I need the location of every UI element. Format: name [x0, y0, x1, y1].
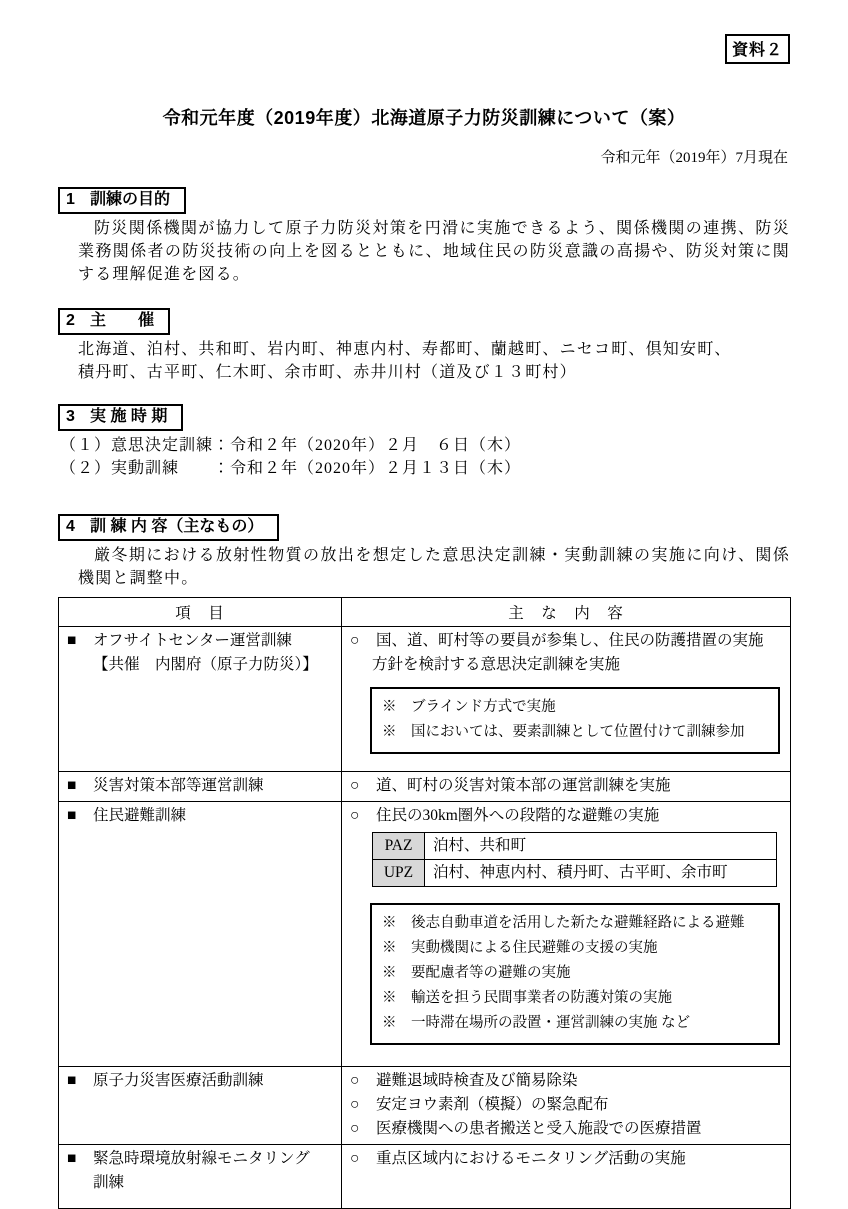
note-line: ※ 一時滞在場所の設置・運営訓練の実施 など	[382, 1015, 691, 1031]
section-number: 2	[66, 312, 75, 329]
note-line: ※ 国においては、要素訓練として位置付けて訓練参加	[382, 724, 745, 740]
table-row-offsite-center	[59, 627, 791, 772]
content-cell	[342, 1145, 791, 1209]
zone-towns: 泊村、神恵内村、積丹町、古平町、余市町	[425, 860, 777, 887]
content-cell	[342, 627, 791, 772]
circle-bullet-icon: ○	[350, 1072, 360, 1089]
section-purpose-heading	[58, 187, 186, 214]
table-header-item: 項 目	[59, 598, 342, 627]
item-cell	[59, 802, 342, 1067]
schedule-item-2: （２）実動訓練 ：令和２年（2020年）２月１３日（木）	[60, 460, 522, 477]
section-schedule	[58, 404, 790, 480]
zone-row-upz	[373, 860, 777, 887]
note-line: ※ ブラインド方式で実施	[382, 699, 556, 715]
page-title: 令和元年度（2019年度）北海道原子力防災訓練について（案）	[162, 108, 686, 128]
section-training-heading	[58, 514, 279, 541]
section-number: 3	[66, 408, 75, 425]
square-bullet-icon: ■	[67, 1072, 77, 1089]
item-cell	[59, 627, 342, 772]
note-line: ※ 要配慮者等の避難の実施	[382, 965, 571, 981]
note-box	[370, 903, 780, 1045]
table-row-resident-evacuation	[59, 802, 791, 1067]
circle-bullet-icon: ○	[350, 1096, 360, 1113]
section-purpose-body: 防災関係機関が協力して原子力防災対策を円滑に実施できるよう、関係機関の連携、防災業務関係者の防災技術の向上を図るとともに、地域住民の防災意識の高揚や、防災対策に関する理解促進を図る。	[78, 220, 790, 283]
schedule-item-1: （１）意思決定訓練：令和２年（2020年）２月 ６日（木）	[60, 437, 522, 454]
square-bullet-icon: ■	[67, 632, 77, 649]
note-line: ※ 実動機関による住民避難の支援の実施	[382, 940, 658, 956]
section-schedule-heading	[58, 404, 183, 431]
table-header-row	[59, 598, 791, 627]
content-text: 道、町村の災害対策本部の運営訓練を実施	[376, 777, 671, 794]
zone-row-paz	[373, 833, 777, 860]
content-text: 国、道、町村等の要員が参集し、住民の防護措置の実施	[376, 632, 764, 649]
circle-bullet-icon: ○	[350, 807, 360, 824]
section-number: 1	[66, 191, 75, 208]
table-header-content: 主 な 内 容	[342, 598, 791, 627]
item-cell	[59, 1067, 342, 1145]
item-cell	[59, 772, 342, 802]
table-row-radiation-monitoring	[59, 1145, 791, 1209]
square-bullet-icon: ■	[67, 1150, 77, 1167]
item-label-line2: 訓練	[93, 1174, 125, 1191]
content-cell	[342, 772, 791, 802]
content-text: 医療機関への患者搬送と受入施設での医療措置	[376, 1120, 702, 1137]
date-line: 令和元年（2019年）7月現在	[600, 150, 788, 166]
section-organizers	[58, 308, 790, 384]
section-heading-text: 主 催	[90, 312, 155, 329]
doc-label-badge: 資料２	[725, 34, 790, 64]
organizers-line-2: 積丹町、古平町、仁木町、余市町、赤井川村（道及び１３町村）	[78, 364, 577, 381]
item-label: 緊急時環境放射線モニタリング	[93, 1150, 310, 1167]
table-row-medical-activities	[59, 1067, 791, 1145]
item-label-line2: 【共催 内閣府（原子力防災）】	[93, 656, 318, 673]
content-text: 重点区域内におけるモニタリング活動の実施	[376, 1150, 686, 1167]
content-cell	[342, 802, 791, 1067]
circle-bullet-icon: ○	[350, 1150, 360, 1167]
training-table	[58, 597, 791, 1209]
section-training-contents	[58, 514, 790, 590]
table-row-disaster-hq	[59, 772, 791, 802]
section-training-body: 厳冬期における放射性物質の放出を想定した意思決定訓練・実動訓練の実施に向け、関係機関と調整中。	[78, 547, 790, 587]
zone-label: UPZ	[373, 860, 425, 887]
section-heading-text: 訓練の目的	[90, 191, 171, 208]
item-label: 原子力災害医療活動訓練	[93, 1072, 264, 1089]
circle-bullet-icon: ○	[350, 777, 360, 794]
circle-bullet-icon: ○	[350, 1120, 360, 1137]
content-text: 安定ヨウ素剤（模擬）の緊急配布	[376, 1096, 609, 1113]
item-label: 災害対策本部等運営訓練	[93, 777, 264, 794]
item-label: オフサイトセンター運営訓練	[93, 632, 292, 649]
section-heading-text: 実 施 時 期	[90, 408, 168, 425]
organizers-line-1: 北海道、泊村、共和町、岩内町、神恵内村、寿都町、蘭越町、ニセコ町、倶知安町、	[78, 341, 732, 358]
note-line: ※ 輸送を担う民間事業者の防護対策の実施	[382, 990, 672, 1006]
circle-bullet-icon: ○	[350, 632, 360, 649]
section-number: 4	[66, 518, 75, 535]
content-text: 避難退域時検査及び簡易除染	[376, 1072, 578, 1089]
section-heading-text: 訓 練 内 容（主なもの）	[90, 518, 264, 535]
section-organizers-heading	[58, 308, 170, 335]
content-cell	[342, 1067, 791, 1145]
note-box	[370, 687, 780, 754]
square-bullet-icon: ■	[67, 807, 77, 824]
section-purpose	[58, 187, 790, 286]
content-text-line2: 方針を検討する意思決定訓練を実施	[372, 656, 621, 673]
zone-label: PAZ	[373, 833, 425, 860]
item-label: 住民避難訓練	[93, 807, 187, 824]
zone-table	[372, 832, 777, 887]
square-bullet-icon: ■	[67, 777, 77, 794]
doc-label-row	[58, 34, 790, 64]
item-cell	[59, 1145, 342, 1209]
zone-towns: 泊村、共和町	[425, 833, 777, 860]
note-line: ※ 後志自動車道を活用した新たな避難経路による避難	[382, 915, 745, 931]
content-text: 住民の30km圏外への段階的な避難の実施	[376, 807, 660, 824]
